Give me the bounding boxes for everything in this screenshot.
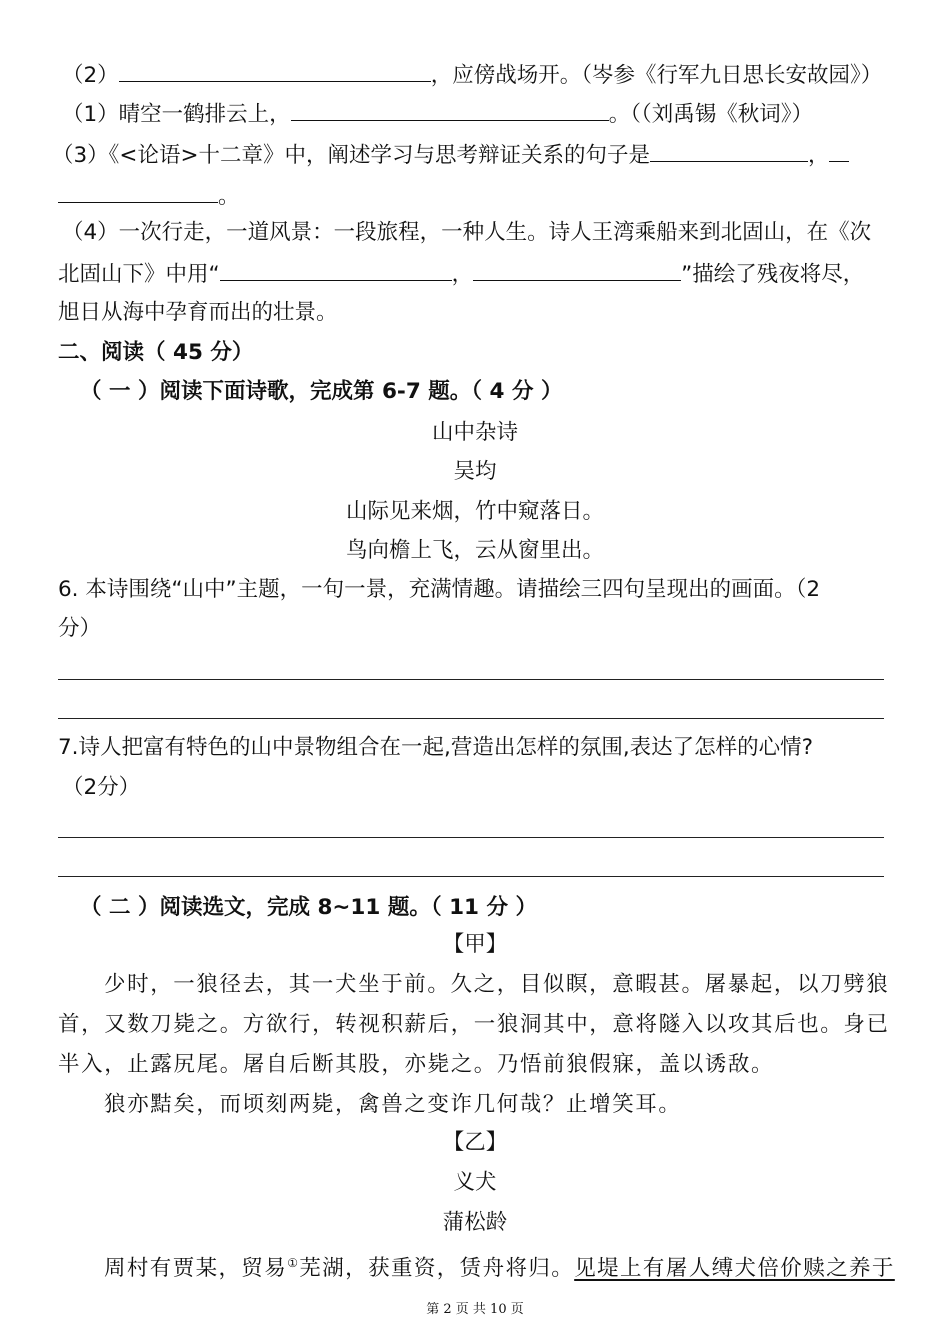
q5-item3-end: 。 bbox=[218, 184, 240, 209]
answer-blank[interactable] bbox=[473, 258, 681, 281]
answer-line[interactable] bbox=[58, 837, 884, 838]
passage-yi-text-b: 芜湖，获重资，赁舟将归。 bbox=[299, 1256, 575, 1282]
q5-item3 bbox=[52, 139, 849, 171]
q5-item2-text: ，应傍战场开。（岑参《行军九日思长安故园》） bbox=[430, 63, 883, 88]
q5-item4-text-c: ”描绘了残夜将尽， bbox=[681, 262, 865, 287]
footnote-marker: ① bbox=[287, 1256, 300, 1270]
passage-yi-underlined-text: 见堤上有屠人缚犬倍价赎之养于 bbox=[574, 1256, 895, 1282]
passage-jia-p1-line1: 少时，一狼径去，其一犬坐于前。久之，目似瞑，意暇甚。屠暴起，以刀劈狼 bbox=[104, 972, 890, 997]
passage-jia-p1-line3: 半入，止露尻尾。屠自后断其股，亦毙之。乃悟前狼假寐，盖以诱敌。 bbox=[58, 1052, 775, 1077]
question-7-line2: （2分） bbox=[62, 775, 141, 800]
question-6-line2: 分） bbox=[58, 616, 102, 641]
q5-item1 bbox=[62, 98, 813, 130]
q5-item1-source: 。（（刘禹锡《秋词》） bbox=[608, 102, 813, 127]
q5-item4-line3: 旭日从海中孕育而出的壮景。 bbox=[58, 300, 338, 325]
q5-item2 bbox=[62, 59, 882, 91]
poem-line-2: 鸟向檐上飞，云从窗里出。 bbox=[345, 538, 604, 563]
answer-blank[interactable] bbox=[291, 98, 609, 121]
poem-line-1: 山际见来烟，竹中窥落日。 bbox=[345, 499, 604, 524]
poem-title: 山中杂诗 bbox=[431, 420, 518, 445]
answer-line[interactable] bbox=[58, 876, 884, 877]
q5-item1-text: （1）晴空一鹤排云上， bbox=[62, 102, 291, 127]
answer-blank[interactable] bbox=[220, 258, 452, 281]
answer-line[interactable] bbox=[58, 679, 884, 680]
q5-item4-line1: （4）一次行走，一道风景：一段旅程，一种人生。诗人王湾乘船来到北固山，在《次 bbox=[62, 220, 872, 245]
passage-jia-p1-line2: 首，又数刀毙之。方欲行，转视积薪后，一狼洞其中，意将隧入以攻其后也。身已 bbox=[58, 1012, 890, 1037]
passage-jia-p2: 狼亦黠矣，而顷刻两毙，禽兽之变诈几何哉？止增笑耳。 bbox=[104, 1092, 682, 1117]
q5-item3-comma: ， bbox=[807, 143, 830, 168]
answer-blank[interactable] bbox=[829, 139, 849, 162]
part2-heading: （ 二 ）阅读选文，完成 8~11 题。（ 11 分 ） bbox=[80, 895, 537, 920]
passage-jia-label: 【甲】 bbox=[442, 932, 508, 957]
page-footer: 第 2 页 共 10 页 bbox=[426, 1302, 524, 1317]
question-7-line1: 7.诗人把富有特色的山中景物组合在一起,营造出怎样的氛围,表达了怎样的心情? bbox=[58, 735, 814, 760]
q5-item4-line2 bbox=[58, 258, 864, 290]
part1-heading: （ 一 ）阅读下面诗歌，完成第 6-7 题。（ 4 分 ） bbox=[80, 379, 563, 404]
q5-item4-comma: ， bbox=[451, 262, 474, 287]
passage-yi-author: 蒲松龄 bbox=[442, 1210, 508, 1235]
section-heading: 二、阅读（ 45 分） bbox=[58, 340, 254, 365]
q5-item3-cont bbox=[58, 180, 240, 212]
answer-blank[interactable] bbox=[650, 139, 808, 162]
passage-yi-label: 【乙】 bbox=[442, 1130, 508, 1155]
q5-item4-text-a: 北固山下》中用“ bbox=[58, 262, 220, 287]
answer-blank[interactable] bbox=[58, 180, 218, 203]
poem-author: 吴均 bbox=[453, 459, 497, 484]
passage-yi-title: 义犬 bbox=[453, 1170, 497, 1195]
question-6-line1: 6. 本诗围绕“山中”主题，一句一景，充满情趣。请描绘三四句呈现出的画面。（2 bbox=[58, 577, 821, 602]
answer-blank[interactable] bbox=[119, 59, 431, 82]
passage-yi-text-a: 周村有贾某，贸易 bbox=[104, 1256, 288, 1282]
q5-item3-text: （3）《<论语>十二章》中，阐述学习与思考辩证关系的句子是 bbox=[52, 143, 650, 168]
q5-item2-number: （2） bbox=[62, 63, 119, 88]
passage-yi-p1-line1 bbox=[104, 1248, 895, 1284]
answer-line[interactable] bbox=[58, 718, 884, 719]
